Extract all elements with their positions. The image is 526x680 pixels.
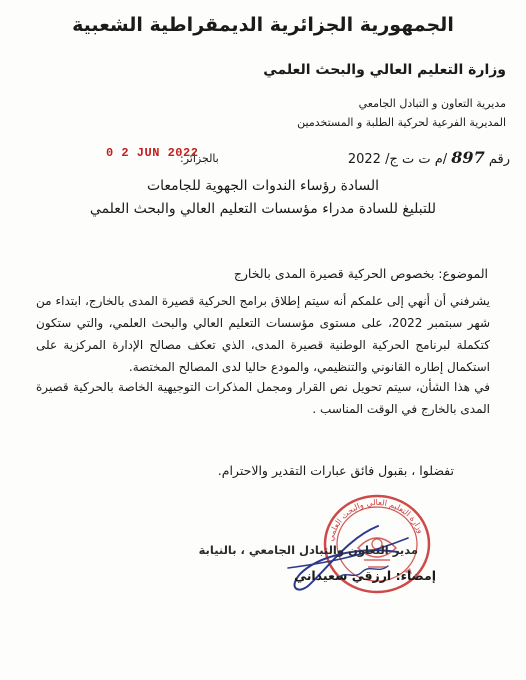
closing-line: تفضلوا ، بقبول فائق عبارات التقدير والاحترام. — [217, 463, 454, 478]
addressee-line-2: للتبليغ للسادة مدراء مؤسسات التعليم العالي والبحث العلمي — [89, 201, 437, 217]
reference-suffix: /م ت ت ج/ 2022 — [347, 152, 448, 167]
signatory-name: إمضاء: ارزقي سعيداني — [294, 568, 436, 583]
subdirectorate-name: المديرية الفرعية لحركية الطلبة و المستخدمين — [297, 116, 506, 129]
reference-number — [348, 148, 510, 167]
signatory-title: مدير التعاون والتبادل الجامعي ، بالنيابة — [198, 543, 418, 557]
seal-text: وزارة التعليم العالي والبحث العلمي — [325, 497, 426, 543]
ministry-name: وزارة التعليم العالي والبحث العلمي — [263, 62, 506, 78]
republic-title: الجمهورية الجزائرية الديمقراطية الشعبية — [72, 14, 454, 36]
place-label: بالجزائر: — [180, 152, 219, 165]
reference-prefix: رقم — [488, 152, 510, 167]
date-stamp: 0 2 JUN 2022 — [106, 146, 199, 160]
body-paragraph-1: يشرفني أن أنهي إلى علمكم أنه سيتم إطلاق برامج الحركية قصيرة المدى بالخارج، ابتداء من شهر سبتمبر 2022، على مستوى مؤسسات التعليم العالي والبحث العلمي، والتي ستكون كتكملة لبرنامج الحركية الوطنية قصيرة المدى، الذي تعكف مصالح الإدارة المركزية على استكمال إطاره القانوني والتنظيمي، والمودع حاليا لدى المصالح المختصة. — [36, 294, 491, 374]
directorate-name: مديرية التعاون و التبادل الجامعي — [358, 97, 506, 110]
reference-handwritten-number: 897 — [451, 148, 485, 167]
addressee-line-1: السادة رؤساء الندوات الجهوية للجامعات — [146, 178, 380, 194]
body-paragraph-2: في هذا الشأن، سيتم تحويل نص القرار ومجمل المذكرات التوجيهية الخاصة بالحركية قصيرة المدى بالخارج في الوقت المناسب . — [36, 380, 490, 416]
subject-line: الموضوع: بخصوص الحركية قصيرة المدى بالخارج — [233, 266, 488, 281]
